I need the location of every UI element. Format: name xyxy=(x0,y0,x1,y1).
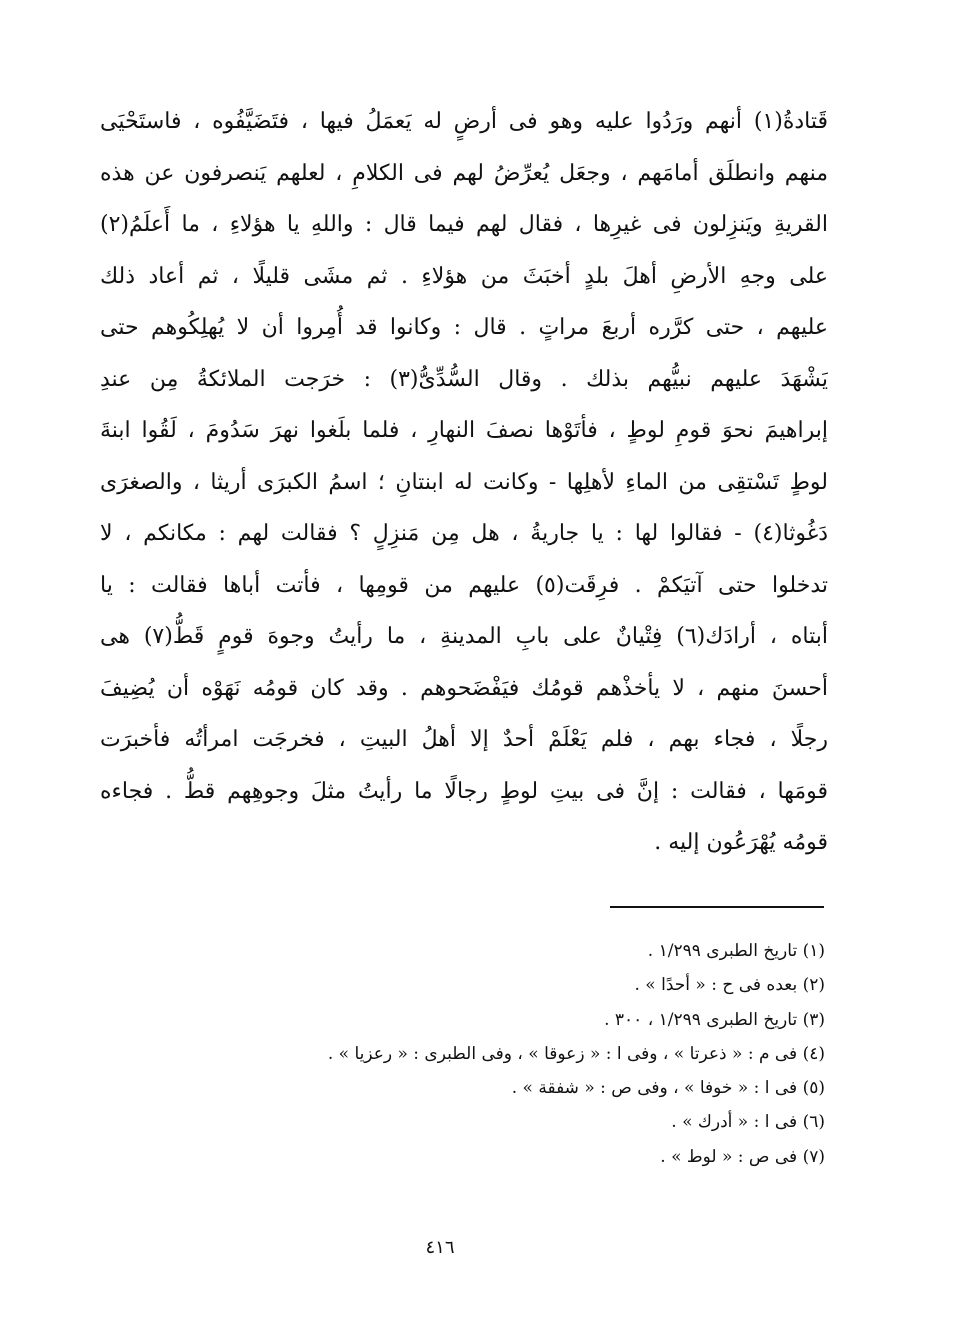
text-line: قومُه يُهْرَعُون إليه . xyxy=(654,830,828,855)
text-line: قومَها ، فقالت : إنَّ فى بيتِ لوطٍ رجالًا ما رأيتُ مثلَ وجوهِهم قطُّ . فجاءه xyxy=(100,778,828,804)
text-line: إبراهيمَ نحوَ قومِ لوطٍ ، فأتَوْها نصفَ النهارِ ، فلما بلَغوا نهرَ سَدُومَ ، لَقُوا ابنةَ xyxy=(100,418,828,443)
text-line: أبتاه ، أرادَك(٦) فِتْيانٌ على بابِ المدينةِ ، ما رأيتُ وجوهَ قومٍ قَطُّ(٧) هى xyxy=(100,624,828,649)
footnote: (٤) فى م : « ذعرتا » ، وفى ا : « زعوقا » ، وفى الطبرى : « رعزيا » . xyxy=(327,1043,825,1064)
footnote: (٥) فى ا : « خوفا » ، وفى ص : « شفقة » . xyxy=(511,1078,825,1099)
text-line: دَغُوثا(٤) - فقالوا لها : يا جاريةُ ، هل مِن مَنزِلٍ ؟ فقالت لهم : مكانكم ، لا xyxy=(100,521,828,546)
text-line: تدخلوا حتى آتيَكمْ . فرِقَت(٥) عليهم من قومِها ، فأتت أباها فقالت : يا xyxy=(100,572,828,598)
footnotes xyxy=(200,934,825,1174)
text-line: قَتادةُ(١) أنهم ورَدُوا عليه وهو فى أرضٍ له يَعمَلُ فيها ، فتَضَيَّفُوه ، فاستَحْيَى xyxy=(100,109,828,134)
footnote: (٢) بعده فى ح : « أحدًا » . xyxy=(634,975,825,996)
text-line: عليهم ، حتى كرَّره أربعَ مراتٍ . قال : وكانوا قد أُمِروا أن لا يُهلِكُوهم حتى xyxy=(100,315,828,340)
page-number: ٤١٦ xyxy=(425,1237,455,1258)
text-line: القريةِ ويَنزِلون فى غيرِها ، فقال لهم فيما قال : واللهِ يا هؤلاءِ ، ما أَعلَمُ(٢) xyxy=(100,212,828,237)
text-line: منهم وانطلَق أمامَهم ، وجعَل يُعرِّضُ لهم فى الكلامِ ، لعلهم يَنصرفون عن هذه xyxy=(100,160,828,186)
text-line: لوطٍ تَسْتقِى من الماءِ لأهلِها - وكانت له ابنتانِ ؛ اسمُ الكبرَى أريثا ، والصغرَى xyxy=(100,469,828,495)
footnote: (٧) فى ص : « لوط » . xyxy=(660,1146,825,1167)
text-line: على وجهِ الأرضِ أهلَ بلدٍ أخبَثَ من هؤلاءِ . ثم مشَى قليلًا ، ثم أعاد ذلك xyxy=(100,263,828,289)
footnote-separator xyxy=(610,906,824,908)
text-line: رجلًا ، فجاء بهم ، فلم يَعْلَمْ أحدٌ إلا أهلُ البيتِ ، فخرجَت امرأتُه فأخبرَت xyxy=(100,727,828,752)
main-text xyxy=(100,96,828,869)
footnote: (٦) فى ا : « أدرك » . xyxy=(671,1112,825,1133)
footnote: (١) تاريخ الطبرى ١/٢٩٩ . xyxy=(647,941,825,961)
text-line: أحسنَ منهم ، لا يأخذْهم قومُك فيَفْضَحوهم . وقد كان قومُه نَهَوْه أن يُضِيفَ xyxy=(100,675,828,701)
footnote: (٣) تاريخ الطبرى ١/٢٩٩ ، ٣٠٠ . xyxy=(604,1009,825,1030)
text-line: يَشْهَدَ عليهم نبيُّهم بذلك . وقال السُّدِّىُّ(٣) : خرَجت الملائكةُ مِن عندِ xyxy=(100,366,828,392)
